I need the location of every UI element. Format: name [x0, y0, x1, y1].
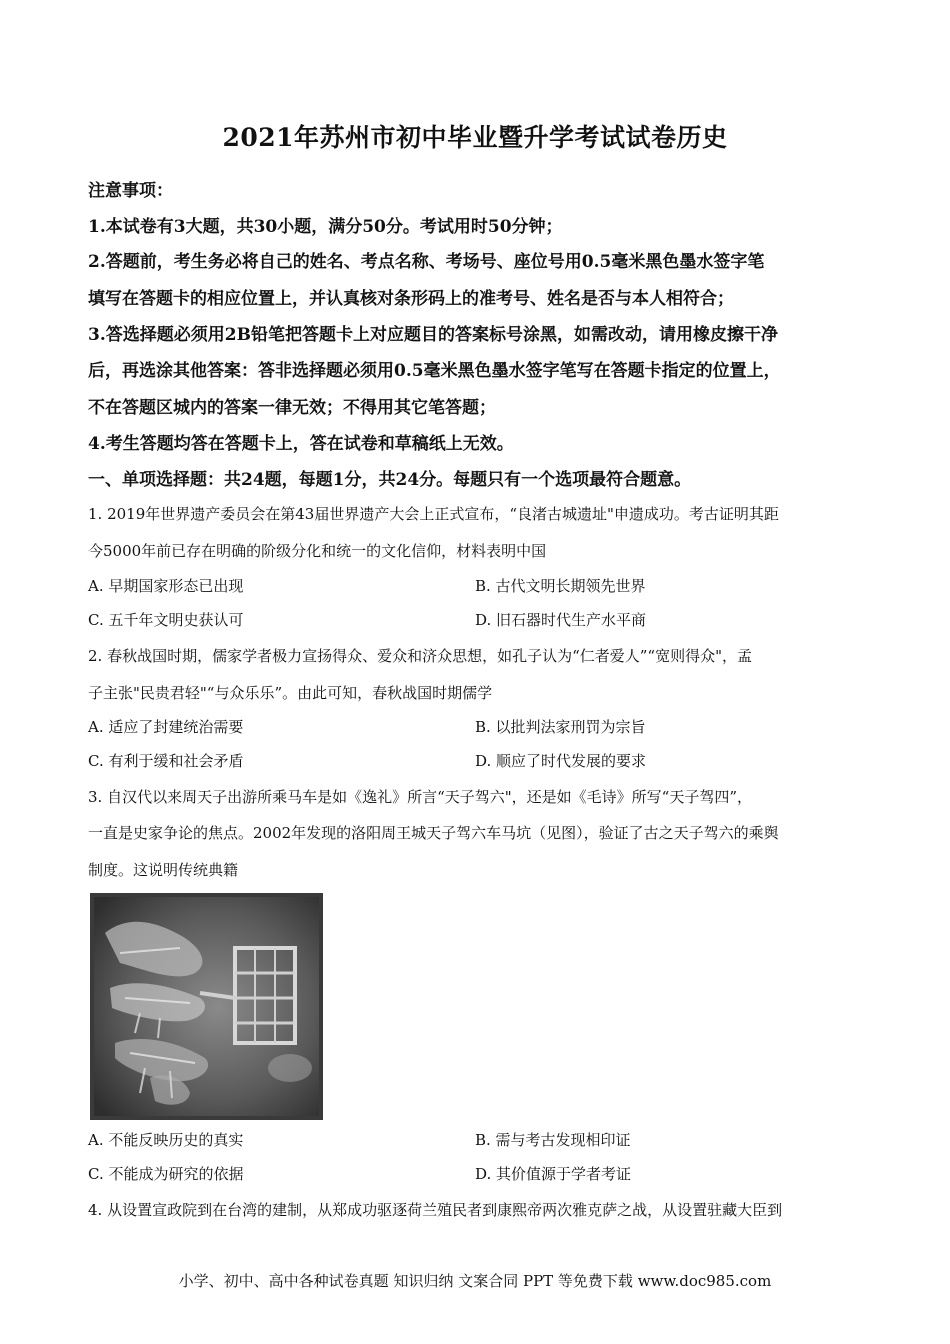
option-d: D. 顺应了时代发展的要求	[475, 752, 647, 770]
notice-line: 不在答题区城内的答案一律无效；不得用其它笔答题；	[88, 398, 496, 418]
option-b: B. 需与考古发现相印证	[475, 1131, 631, 1149]
option-c: C. 五千年文明史获认可	[88, 611, 244, 629]
chariot-pit-photo	[90, 893, 323, 1120]
question-stem: 一直是史家争论的焦点。2002年发现的洛阳周王城天子驾六车马坑（见图），验证了古之天子驾六的乘舆	[88, 824, 779, 842]
option-d: D. 旧石器时代生产水平商	[475, 611, 647, 629]
question-stem: 今5000年前已存在明确的阶级分化和统一的文化信仰，材料表明中国	[88, 542, 547, 560]
option-c: C. 不能成为研究的依据	[88, 1165, 244, 1183]
option-a: A. 不能反映历史的真实	[88, 1131, 244, 1149]
question-stem: 2. 春秋战国时期，儒家学者极力宣扬得众、爱众和济众思想，如孔子认为“仁者爱人”“宽则得众"，孟	[88, 647, 752, 665]
question-stem: 1. 2019年世界遗产委员会在第43届世界遗产大会上正式宣布，“良渚古城遗址"申遗成功。考古证明其距	[88, 505, 779, 523]
question-stem: 子主张"民贵君轻"“与众乐乐”。由此可知，春秋战国时期儒学	[88, 684, 493, 702]
notice-line: 1.本试卷有3大题，共30小题，满分50分。考试用时50分钟；	[88, 217, 563, 237]
question-stem: 4. 从设置宣政院到在台湾的建制，从郑成功驱逐荷兰殖民者到康熙帝两次雅克萨之战，从设置驻藏大臣到	[88, 1201, 783, 1219]
option-a: A. 适应了封建统治需要	[88, 718, 244, 736]
option-d: D. 其价值源于学者考证	[475, 1165, 632, 1183]
option-a: A. 早期国家形态已出现	[88, 577, 244, 595]
notice-line: 后，再选涂其他答案：答非选择题必须用0.5毫米黑色墨水签字笔写在答题卡指定的位置上，	[88, 361, 781, 381]
notice-line: 3.答选择题必须用2B铅笔把答题卡上对应题目的答案标号涂黑，如需改动，请用橡皮擦干净	[88, 325, 778, 345]
page-title: 2021年苏州市初中毕业暨升学考试试卷历史	[222, 123, 728, 152]
notice-line: 填写在答题卡的相应位置上，并认真核对条形码上的准考号、姓名是否与本人相符合；	[88, 289, 734, 309]
option-c: C. 有利于缓和社会矛盾	[88, 752, 244, 770]
notice-heading: 注意事项：	[88, 181, 173, 201]
notice-line: 2.答题前，考生务必将自己的姓名、考点名称、考场号、座位号用0.5毫米黑色墨水签字笔	[88, 252, 765, 272]
option-b: B. 古代文明长期领先世界	[475, 577, 646, 595]
option-b: B. 以批判法家刑罚为宗旨	[475, 718, 646, 736]
question-stem: 3. 自汉代以来周天子出游所乘马车是如《逸礼》所言“天子驾六"，还是如《毛诗》所写“天子驾四”，	[88, 788, 752, 806]
notice-line: 4.考生答题均答在答题卡上，答在试卷和草稿纸上无效。	[88, 434, 514, 454]
section-heading: 一、单项选择题：共24题，每题1分，共24分。每题只有一个选项最符合题意。	[88, 470, 692, 490]
question-stem: 制度。这说明传统典籍	[88, 861, 239, 879]
page-footer: 小学、初中、高中各种试卷真题 知识归纳 文案合同 PPT 等免费下载 www.doc985.com	[178, 1272, 772, 1290]
